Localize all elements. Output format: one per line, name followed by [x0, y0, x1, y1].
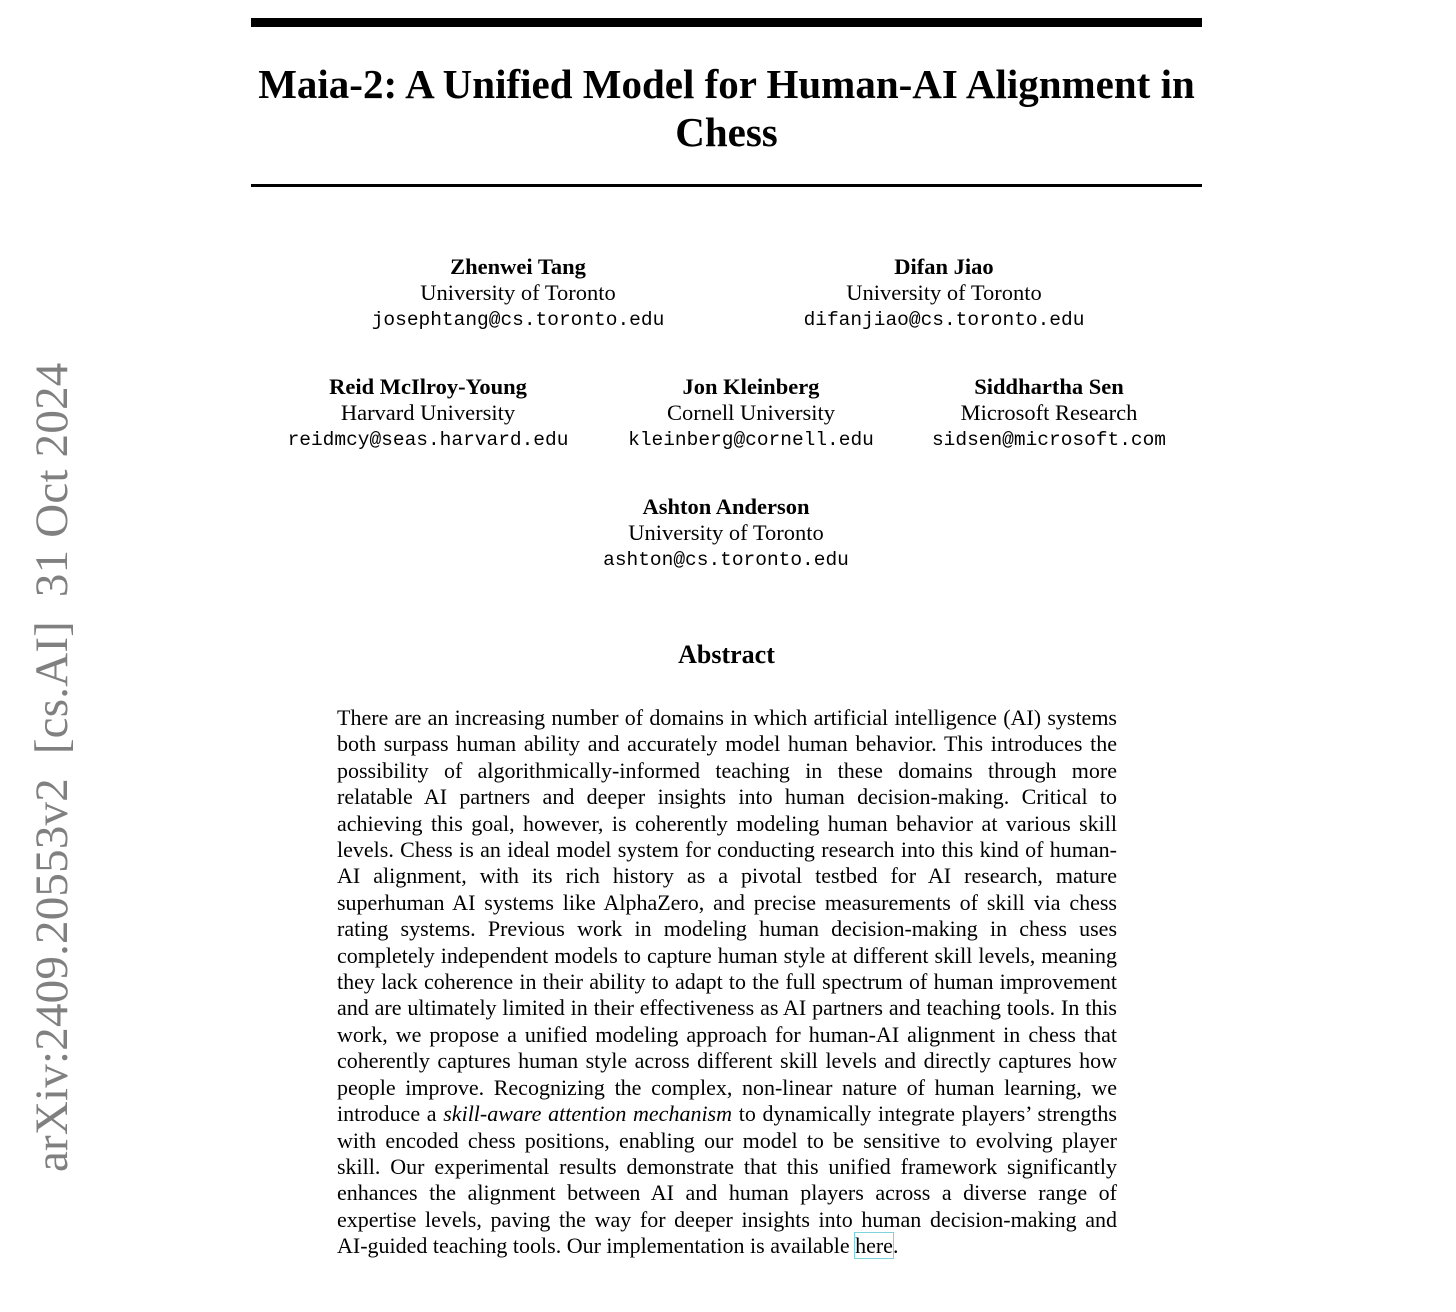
author-affiliation: Cornell University: [666, 400, 836, 425]
author-block-difan-jiao: [774, 254, 1114, 334]
title-bottom-rule: [251, 184, 1202, 187]
author-affiliation: University of Toronto: [628, 520, 824, 545]
author-name: Siddhartha Sen: [974, 374, 1124, 399]
author-email[interactable]: reidmcy@seas.harvard.edu: [287, 429, 569, 451]
abstract-text-part-1: There are an increasing number of domains in which artificial intelligence (AI) systems both surpass human ability and accurately model human behavior. This introduces the possibility of algorithmically-informed teaching in these domains through more relatable AI partners and deeper insights into human decision-making. Critical to achieving this goal, however, is coherently modeling human behavior at various skill levels. Chess is an ideal model system for conducting research into this kind of human-AI alignment, with its rich history as a pivotal testbed for AI research, mature superhuman AI systems like AlphaZero, and precise measurements of skill via chess rating systems. Previous work in modeling human decision-making in chess uses completely independent models to capture human style at different skill levels, meaning they lack coherence in their ability to adapt to the full spectrum of human improvement and are ultimately limited in their effectiveness as AI partners and teaching tools. In this work, we propose a unified modeling approach for human-AI alignment in chess that coherently captures human style across different skill levels and directly captures how people improve. Recognizing the complex, non-linear nature of human learning, we introduce a: [337, 705, 1117, 1127]
author-email[interactable]: sidsen@microsoft.com: [931, 429, 1167, 451]
author-name: Ashton Anderson: [642, 494, 810, 519]
author-affiliation: University of Toronto: [846, 280, 1042, 305]
author-name: Zhenwei Tang: [450, 254, 586, 279]
author-affiliation: Microsoft Research: [960, 400, 1138, 425]
author-block-zhenwei-tang: [348, 254, 688, 334]
arxiv-side-stamp: arXiv:2409.20553v2 [cs.AI] 31 Oct 2024: [26, 362, 78, 1172]
author-email[interactable]: josephtang@cs.toronto.edu: [371, 309, 665, 331]
paper-title: [251, 60, 1202, 156]
author-block-jon-kleinberg: [581, 374, 921, 454]
author-name: Reid McIlroy-Young: [329, 374, 527, 399]
author-affiliation: University of Toronto: [420, 280, 616, 305]
author-affiliation: Harvard University: [340, 400, 516, 425]
author-email[interactable]: kleinberg@cornell.edu: [628, 429, 874, 451]
title-top-rule: [251, 18, 1202, 27]
author-name: Difan Jiao: [894, 254, 994, 279]
paper-title-line-1: Maia-2: A Unified Model for Human-AI Alignment in: [258, 61, 1195, 107]
author-block-siddhartha-sen: [879, 374, 1219, 454]
abstract-body: [337, 705, 1117, 1260]
paper-title-line-2: Chess: [675, 109, 778, 155]
abstract-end-punct: .: [892, 1233, 899, 1259]
author-email[interactable]: difanjiao@cs.toronto.edu: [803, 309, 1085, 331]
author-block-reid-mcilroy-young: [258, 374, 598, 454]
implementation-link[interactable]: here: [855, 1233, 893, 1259]
author-email[interactable]: ashton@cs.toronto.edu: [603, 549, 849, 571]
abstract-heading: Abstract: [678, 640, 775, 669]
abstract-emphasis: skill-aware attention mechanism: [443, 1101, 733, 1127]
abstract-text-part-2: to dynamically integrate players’ strengths with encoded chess positions, enabling our model to be sensitive to evolving player skill. Our experimental results demonstrate that this unified framework significantly enhances the alignment between AI and human players across a diverse range of expertise levels, paving the way for deeper insights into human decision-making and AI-guided teaching tools. Our implementation is available: [337, 1101, 1117, 1259]
author-block-ashton-anderson: [556, 494, 896, 574]
author-name: Jon Kleinberg: [682, 374, 820, 399]
